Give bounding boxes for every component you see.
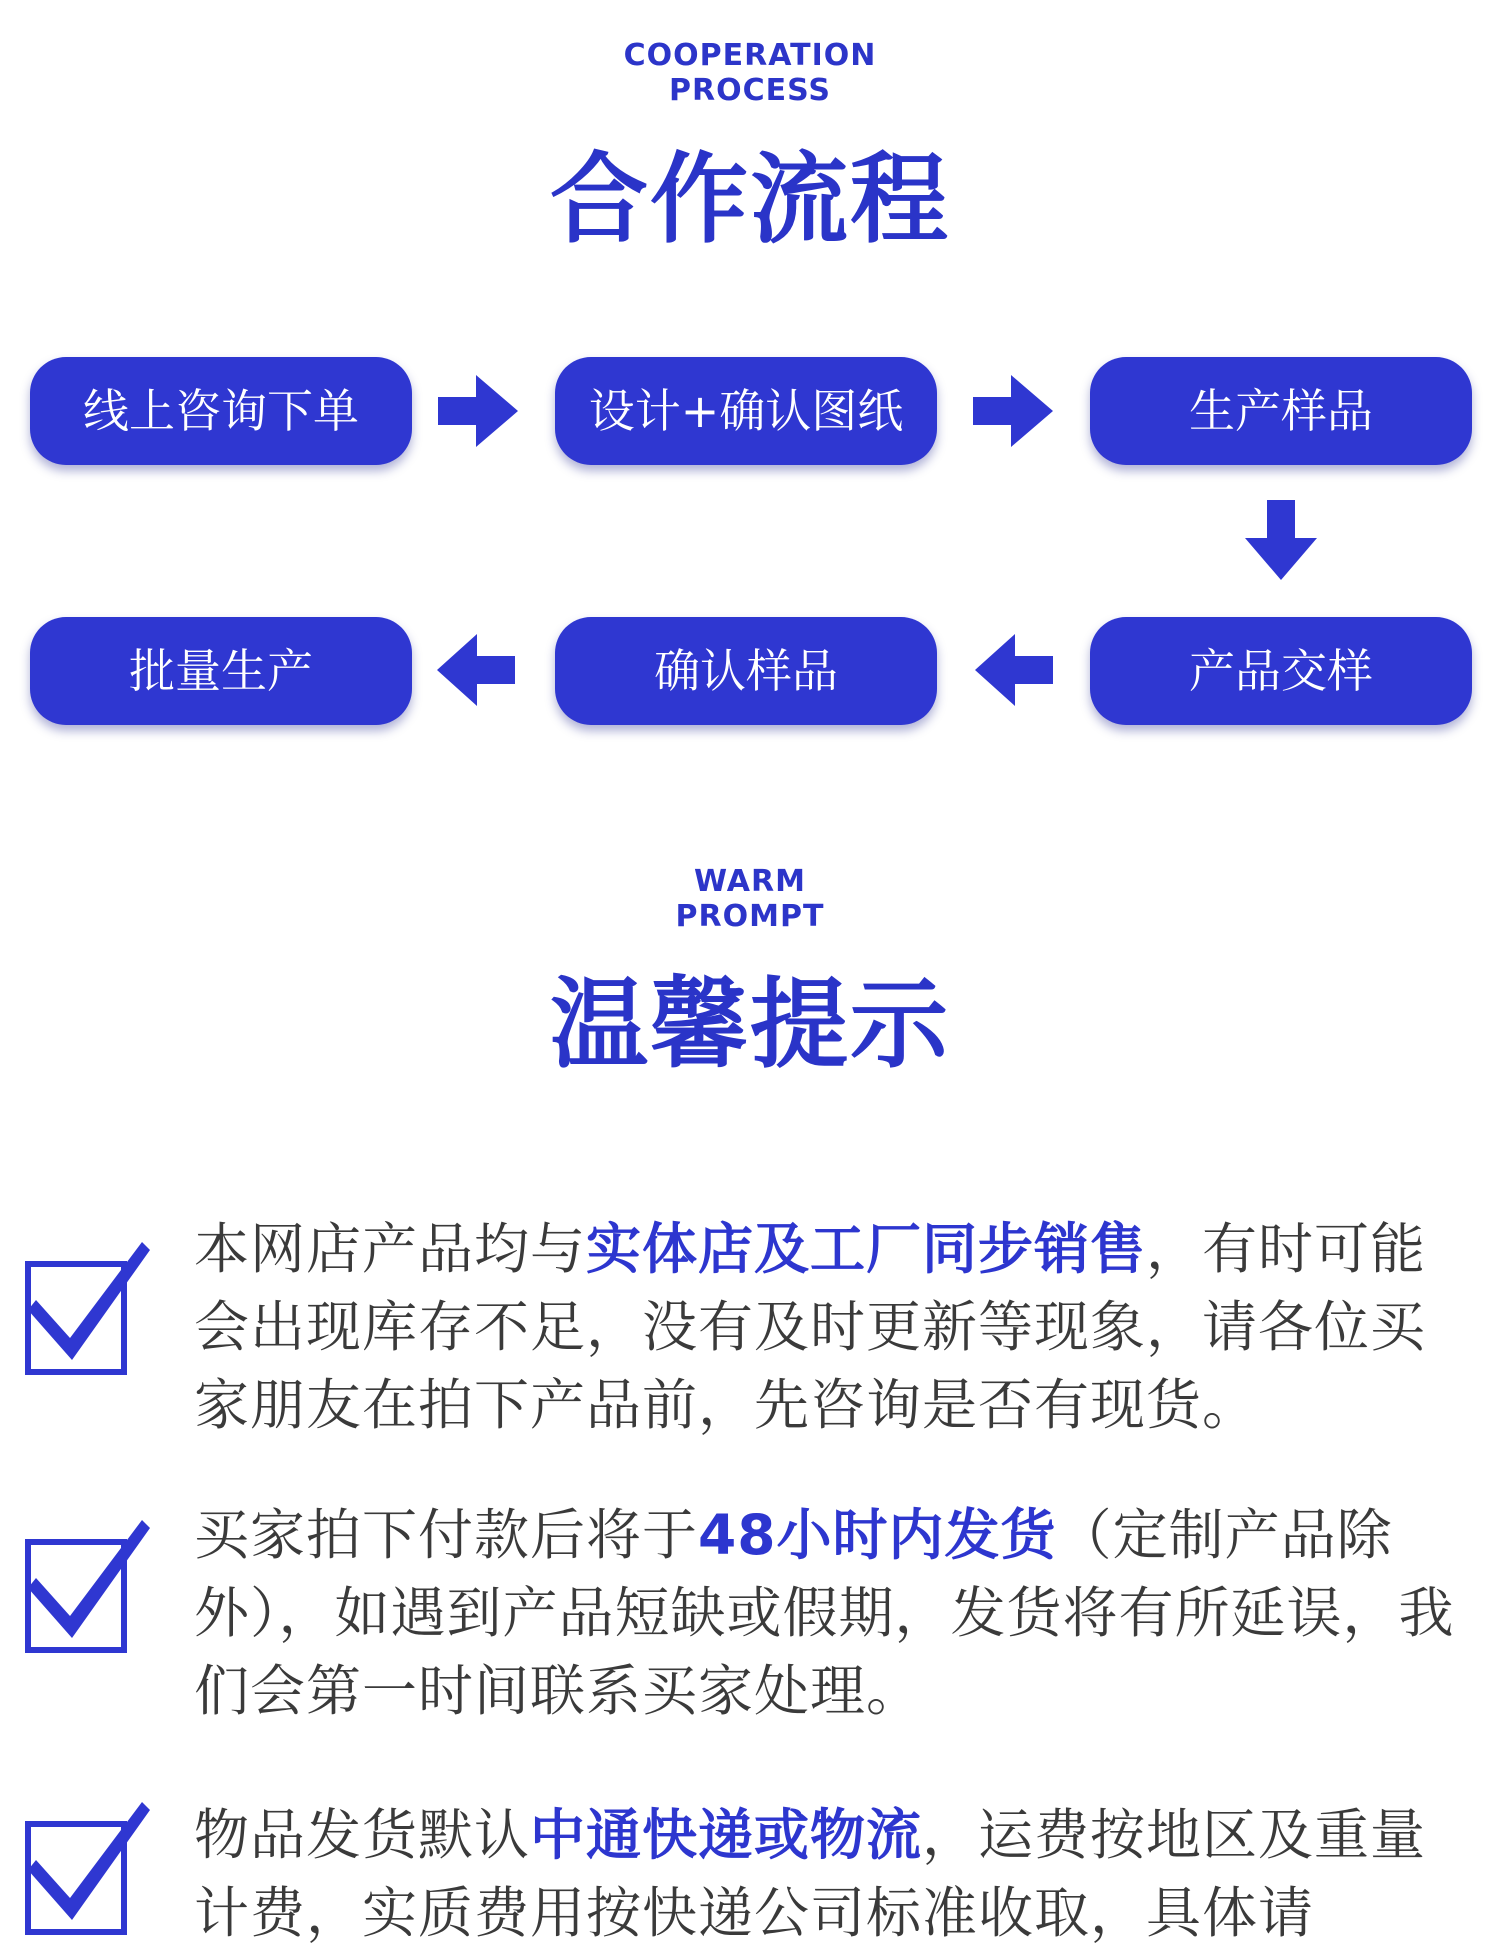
tip-highlight: 48小时内发货 xyxy=(698,1503,1057,1567)
checkbox-check-icon xyxy=(22,1790,152,1940)
arrow-down-icon xyxy=(1245,500,1317,580)
step-design-confirm: 设计+确认图纸 xyxy=(555,357,937,465)
tip-text: 买家拍下付款后将于 xyxy=(194,1503,699,1567)
section-subtitle-en-line2: PROMPT xyxy=(675,899,825,934)
tip-text: （定制产品除外），如遇到产品短缺或假期，发货将有所延误，我们会第一时间联系买家处理。 xyxy=(194,1503,1455,1723)
tip-text: 物品发货默认 xyxy=(194,1803,531,1867)
arrow-right-icon xyxy=(973,375,1053,447)
step-deliver-sample: 产品交样 xyxy=(1090,617,1472,725)
step-produce-sample: 生产样品 xyxy=(1090,357,1472,465)
tip-text: ，有时可能会出现库存不足，没有及时更新等现象，请各位买家朋友在拍下产品前，先咨询是否有现货。 xyxy=(194,1217,1427,1437)
checkbox-check-icon xyxy=(22,1508,152,1658)
section-subtitle-en-line2: PROCESS xyxy=(669,73,831,108)
step-mass-production: 批量生产 xyxy=(30,617,412,725)
step-online-consult: 线上咨询下单 xyxy=(30,357,412,465)
tip-highlight: 实体店及工厂同步销售 xyxy=(586,1217,1147,1281)
tip-text: 本网店产品均与 xyxy=(194,1217,587,1281)
section-subtitle-en-line1: COOPERATION xyxy=(623,38,877,73)
tip-stock-notice xyxy=(194,1210,1474,1444)
arrow-left-icon xyxy=(437,634,515,706)
tip-text: ，运费按地区及重量计费，实质费用按快递公司标准收取，具体请 xyxy=(194,1803,1427,1945)
arrow-right-icon xyxy=(438,375,518,447)
tip-highlight: 中通快递或物流 xyxy=(530,1803,923,1867)
checkbox-check-icon xyxy=(22,1230,152,1380)
step-confirm-sample: 确认样品 xyxy=(555,617,937,725)
section-subtitle-en-line1: WARM xyxy=(694,864,806,899)
tip-courier xyxy=(194,1796,1474,1952)
tip-shipping-time xyxy=(194,1496,1474,1730)
arrow-left-icon xyxy=(975,634,1053,706)
section-title-process: 合作流程 xyxy=(549,143,950,257)
section-title-prompt: 温馨提示 xyxy=(549,968,950,1082)
